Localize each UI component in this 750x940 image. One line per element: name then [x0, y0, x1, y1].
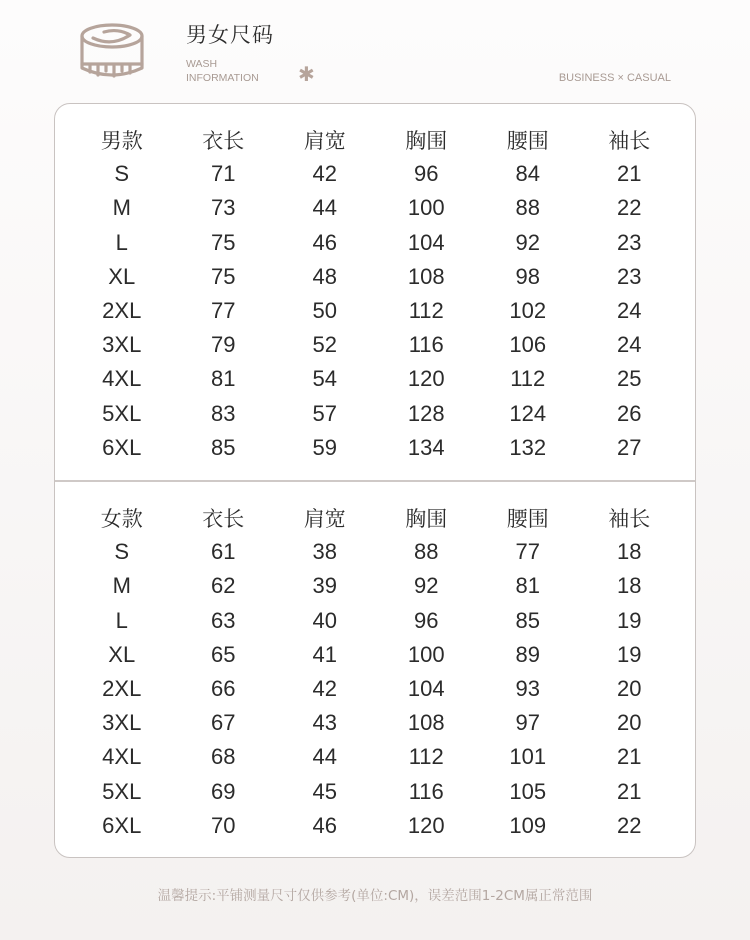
size-label: 3XL [102, 332, 142, 358]
size-label: M [112, 573, 131, 599]
header-cell: 腰围 [506, 507, 549, 532]
table-row [55, 706, 695, 740]
measurement-cell: 42 [312, 676, 337, 702]
table-row [55, 397, 695, 431]
measurement-cell: 68 [211, 744, 236, 770]
header-cell: 女款 [100, 507, 143, 532]
header-cell: 袖长 [608, 507, 651, 532]
measurement-cell: 71 [211, 161, 236, 187]
table-row [55, 535, 695, 569]
measurement-cell: 73 [211, 195, 236, 221]
measurement-cell: 128 [407, 400, 445, 426]
header-cell: 肩宽 [303, 129, 346, 154]
measurement-cell: 67 [211, 710, 236, 736]
measurement-cell: 84 [515, 161, 540, 187]
measurement-cell: 24 [617, 332, 642, 358]
measurement-cell: 43 [312, 710, 337, 736]
measurement-cell: 59 [312, 434, 337, 460]
measurement-cell: 22 [617, 812, 642, 838]
measurement-cell: 18 [617, 539, 642, 565]
measurement-cell: 45 [312, 778, 337, 804]
measurement-cell: 112 [408, 298, 444, 324]
header-cell: 衣长 [202, 507, 245, 532]
table-row [55, 294, 695, 328]
measurement-cell: 134 [407, 434, 445, 460]
men-table-header [55, 123, 695, 157]
measurement-cell: 26 [617, 400, 642, 426]
footer-note: 温馨提示:平铺测量尺寸仅供参考(单位:CM)，误差范围1-2CM属正常范围 [157, 888, 593, 904]
measurement-cell: 21 [617, 778, 642, 804]
measurement-cell: 66 [211, 676, 236, 702]
measurement-cell: 19 [617, 607, 642, 633]
measurement-cell: 116 [408, 332, 444, 358]
size-label: 3XL [102, 710, 142, 736]
measurement-cell: 92 [414, 573, 439, 599]
page-title: 男女尺码 [186, 23, 274, 47]
header-cell: 腰围 [506, 129, 549, 154]
measurement-cell: 22 [617, 195, 642, 221]
measurement-cell: 75 [211, 263, 236, 289]
table-row [55, 431, 695, 465]
measurement-cell: 88 [414, 539, 439, 565]
size-label: 5XL [102, 778, 142, 804]
table-row [55, 638, 695, 672]
measurement-cell: 124 [509, 400, 547, 426]
header-cell: 胸围 [405, 129, 448, 154]
measurement-cell: 83 [211, 400, 236, 426]
measurement-cell: 21 [617, 744, 642, 770]
women-size-table [55, 501, 695, 843]
measurement-cell: 39 [312, 573, 337, 599]
measurement-cell: 44 [312, 195, 337, 221]
measurement-cell: 23 [617, 229, 642, 255]
measurement-cell: 89 [515, 641, 540, 667]
header-cell: 袖长 [608, 129, 651, 154]
table-row [55, 672, 695, 706]
tagline: BUSINESS × CASUAL [558, 72, 671, 84]
measurement-cell: 41 [312, 641, 337, 667]
table-row [55, 740, 695, 774]
table-row [55, 604, 695, 638]
measurement-cell: 100 [407, 641, 445, 667]
measurement-cell: 88 [515, 195, 540, 221]
measurement-cell: 50 [312, 298, 337, 324]
measurement-cell: 108 [407, 263, 445, 289]
measurement-cell: 77 [211, 298, 236, 324]
star-icon: ✱ [298, 62, 315, 86]
measurement-cell: 85 [211, 434, 236, 460]
table-row [55, 569, 695, 603]
measurement-cell: 70 [211, 812, 236, 838]
measurement-cell: 44 [312, 744, 337, 770]
size-chart-card [54, 103, 696, 858]
measurement-cell: 42 [312, 161, 337, 187]
header-cell: 肩宽 [303, 507, 346, 532]
measurement-cell: 23 [617, 263, 642, 289]
measurement-cell: 92 [515, 229, 540, 255]
measurement-cell: 96 [414, 607, 439, 633]
header-cell: 胸围 [405, 507, 448, 532]
measurement-cell: 98 [515, 263, 540, 289]
measurement-cell: 81 [515, 573, 540, 599]
measurement-cell: 46 [312, 229, 337, 255]
measurement-cell: 25 [617, 366, 642, 392]
header-cell: 男款 [100, 129, 143, 154]
table-row [55, 226, 695, 260]
measurement-cell: 69 [211, 778, 236, 804]
measurement-cell: 24 [617, 298, 642, 324]
measurement-cell: 48 [312, 263, 337, 289]
header [0, 0, 750, 100]
size-label: 2XL [102, 676, 142, 702]
men-size-table [55, 123, 695, 465]
measurement-cell: 27 [617, 434, 642, 460]
measurement-cell: 20 [617, 676, 642, 702]
measurement-cell: 109 [509, 812, 547, 838]
measurement-cell: 100 [407, 195, 445, 221]
measurement-cell: 132 [509, 434, 547, 460]
measurement-cell: 97 [515, 710, 540, 736]
subtitle-line-1: WASH [186, 58, 218, 70]
table-row [55, 157, 695, 191]
measurement-cell: 18 [617, 573, 642, 599]
section-divider [55, 480, 695, 482]
measurement-cell: 102 [509, 298, 547, 324]
measurement-cell: 112 [408, 744, 444, 770]
measurement-cell: 105 [509, 778, 547, 804]
measurement-cell: 79 [211, 332, 236, 358]
measurement-cell: 120 [407, 366, 445, 392]
measurement-cell: 19 [617, 641, 642, 667]
measurement-cell: 112 [510, 366, 546, 392]
measurement-cell: 61 [211, 539, 236, 565]
measurement-cell: 20 [617, 710, 642, 736]
measurement-cell: 40 [312, 607, 337, 633]
measurement-cell: 52 [312, 332, 337, 358]
size-label: L [115, 607, 128, 633]
table-row [55, 809, 695, 843]
size-label: 6XL [102, 434, 142, 460]
table-row [55, 328, 695, 362]
size-label: M [112, 195, 131, 221]
measurement-cell: 81 [211, 366, 236, 392]
table-row [55, 362, 695, 396]
size-label: XL [108, 641, 136, 667]
size-label: XL [108, 263, 136, 289]
size-label: 5XL [102, 400, 142, 426]
measurement-cell: 85 [515, 607, 540, 633]
size-label: S [114, 539, 130, 565]
size-label: S [114, 161, 130, 187]
measurement-cell: 104 [407, 229, 445, 255]
table-row [55, 260, 695, 294]
measurement-cell: 57 [312, 400, 337, 426]
measurement-cell: 63 [211, 607, 236, 633]
measurement-cell: 101 [509, 744, 547, 770]
measurement-cell: 46 [312, 812, 337, 838]
subtitle-line-2: INFORMATION [186, 72, 259, 84]
measurement-cell: 77 [515, 539, 540, 565]
size-label: 6XL [102, 812, 142, 838]
header-cell: 衣长 [202, 129, 245, 154]
size-label: 4XL [102, 744, 142, 770]
measurement-cell: 62 [211, 573, 236, 599]
table-row [55, 191, 695, 225]
measurement-cell: 54 [312, 366, 337, 392]
size-label: 4XL [102, 366, 142, 392]
measurement-cell: 96 [414, 161, 439, 187]
measurement-cell: 21 [617, 161, 642, 187]
size-label: L [115, 229, 128, 255]
subtitle [186, 57, 259, 85]
measurement-cell: 106 [509, 332, 547, 358]
women-table-header [55, 501, 695, 535]
measurement-cell: 65 [211, 641, 236, 667]
measuring-tape-icon [78, 20, 146, 82]
measurement-cell: 120 [407, 812, 445, 838]
table-row [55, 775, 695, 809]
measurement-cell: 104 [407, 676, 445, 702]
measurement-cell: 93 [515, 676, 540, 702]
size-label: 2XL [102, 298, 142, 324]
measurement-cell: 108 [407, 710, 445, 736]
measurement-cell: 116 [408, 778, 444, 804]
measurement-cell: 75 [211, 229, 236, 255]
measurement-cell: 38 [312, 539, 337, 565]
